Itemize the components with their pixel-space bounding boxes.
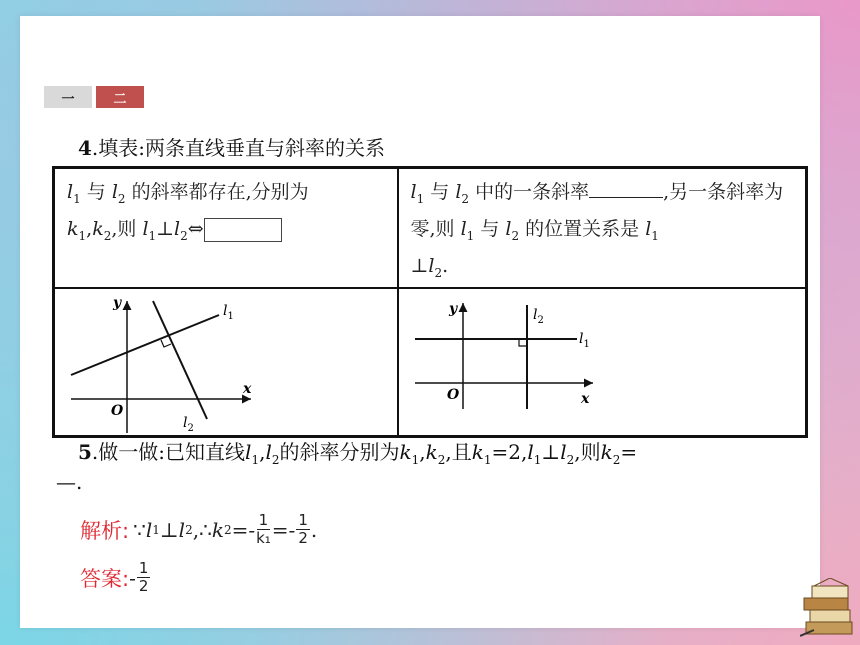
subscript: 1 xyxy=(148,228,157,243)
fraction-1-over-k1 xyxy=(256,512,271,547)
answer-line xyxy=(80,560,151,595)
y-label: y xyxy=(448,301,457,318)
text: 与 xyxy=(474,217,506,240)
subscript: 2 xyxy=(434,265,443,280)
oblique-perpendicular-lines-figure xyxy=(67,293,255,435)
answer-label: 答案: xyxy=(80,566,130,591)
because-symbol: ∵ xyxy=(133,517,146,542)
subscript: 2 xyxy=(223,522,232,537)
right-angle-mark xyxy=(161,340,171,347)
relation-table xyxy=(52,166,808,438)
text: 与 xyxy=(80,181,112,203)
question-5 xyxy=(78,436,637,467)
line-l2 xyxy=(153,301,207,419)
var-k: k xyxy=(425,440,438,464)
var-l: l xyxy=(67,181,74,203)
perp-symbol: ⊥ xyxy=(410,254,429,277)
x-label: x xyxy=(580,391,589,408)
subscript: 2 xyxy=(117,191,126,206)
question-5-blank[interactable]: —. xyxy=(56,470,83,494)
cell-both-slopes-exist xyxy=(54,168,398,289)
text: ,且 xyxy=(445,440,472,464)
text: ,则 xyxy=(574,440,601,464)
perp-symbol: ⊥ xyxy=(541,440,561,464)
perp-symbol: ⊥ xyxy=(156,217,175,240)
subscript: 1 xyxy=(416,191,425,206)
answer-fraction xyxy=(137,560,151,595)
subscript: 2 xyxy=(185,522,193,537)
subscript: 1 xyxy=(533,453,542,467)
subscript: 2 xyxy=(437,453,446,467)
var-l: l xyxy=(111,181,118,203)
text: , xyxy=(419,440,426,464)
l1-label: $l_1$ xyxy=(578,331,590,351)
perp-symbol: ⊥ xyxy=(159,517,179,542)
var-l: l xyxy=(142,217,149,240)
l1-label: $l_1$ xyxy=(223,303,234,323)
subscript: 2 xyxy=(180,228,188,243)
right-angle-mark xyxy=(519,339,527,346)
subscript: 1 xyxy=(73,191,81,206)
var-k: k xyxy=(211,517,224,542)
l2-label: $l_2$ xyxy=(532,307,544,327)
var-l: l xyxy=(645,217,652,240)
var-k: k xyxy=(67,217,79,240)
text: , xyxy=(259,440,266,464)
var-l: l xyxy=(527,440,534,464)
var-k: k xyxy=(471,440,484,464)
var-l: l xyxy=(460,217,467,240)
text: .做一做:已知直线 xyxy=(91,440,246,464)
answer-blank-box[interactable] xyxy=(204,218,282,242)
text: 与 xyxy=(424,181,456,203)
var-k: k xyxy=(92,217,104,240)
section-tabs xyxy=(44,86,144,108)
var-l: l xyxy=(145,517,153,542)
text: . xyxy=(310,517,318,542)
l2-label: $l_2$ xyxy=(183,415,194,435)
subscript: 2 xyxy=(566,453,575,467)
text: = xyxy=(620,440,638,464)
minus-sign: - xyxy=(129,565,136,590)
numerator: 1 xyxy=(138,559,149,577)
subscript: 2 xyxy=(461,191,470,206)
text: , xyxy=(86,217,93,240)
text: =- xyxy=(271,517,296,542)
subscript: 1 xyxy=(251,453,260,467)
origin-label: O xyxy=(446,387,459,404)
var-l: l xyxy=(410,181,417,203)
question-text: .填表:两条直线垂直与斜率的关系 xyxy=(91,136,386,160)
y-label: y xyxy=(113,295,122,312)
solution-label: 解析: xyxy=(80,518,130,543)
iff-symbol: ⇔ xyxy=(187,217,204,240)
subscript: 2 xyxy=(103,228,112,243)
fraction-1-over-2 xyxy=(296,512,310,547)
line-l1 xyxy=(71,315,219,375)
denominator: 2 xyxy=(298,529,308,547)
question-number: 4 xyxy=(78,136,92,160)
subscript: 1 xyxy=(483,453,492,467)
origin-label: O xyxy=(111,403,124,420)
text: 的斜率都存在,分别为 xyxy=(125,181,309,203)
cell-figure-2 xyxy=(398,288,807,437)
cell-one-slope-missing xyxy=(398,168,807,289)
books-decoration-icon xyxy=(800,578,856,640)
text: ,另一条斜率为零,则 xyxy=(410,181,784,240)
subscript: 1 xyxy=(78,228,87,243)
var-l: l xyxy=(174,217,181,240)
text: 的位置关系是 xyxy=(519,217,646,240)
tab-section-2[interactable]: 二 xyxy=(96,86,144,108)
text: =- xyxy=(231,517,256,542)
numerator: 1 xyxy=(298,511,308,529)
cell-figure-1 xyxy=(54,288,398,437)
axis-parallel-perpendicular-lines-figure xyxy=(411,299,597,421)
var-l: l xyxy=(455,181,462,203)
var-k: k xyxy=(399,440,412,464)
subscript: 1 xyxy=(152,522,160,537)
var-l: l xyxy=(265,440,272,464)
var-l: l xyxy=(505,217,512,240)
subscript: 2 xyxy=(271,453,280,467)
var-k: k xyxy=(600,440,613,464)
text: 的斜率分别为 xyxy=(279,440,400,464)
var-l: l xyxy=(178,517,186,542)
denominator: k₁ xyxy=(256,529,271,547)
therefore-symbol: ,∴ xyxy=(192,517,212,542)
x-label: x xyxy=(243,381,252,398)
text: 中的一条斜率 xyxy=(469,181,590,203)
denominator: 2 xyxy=(138,577,149,595)
solution-line xyxy=(80,512,317,547)
question-4-heading xyxy=(78,132,385,161)
numerator: 1 xyxy=(258,511,269,529)
var-l: l xyxy=(560,440,567,464)
var-l: l xyxy=(245,440,252,464)
subscript: 1 xyxy=(411,453,420,467)
subscript: 1 xyxy=(466,228,475,243)
subscript: 2 xyxy=(511,228,520,243)
var-l: l xyxy=(428,254,435,277)
text: =2, xyxy=(491,440,528,464)
question-number: 5 xyxy=(78,440,92,464)
subscript: 2 xyxy=(612,453,621,467)
tab-section-1[interactable]: 一 xyxy=(44,86,92,108)
text: . xyxy=(442,254,449,277)
text: ,则 xyxy=(111,217,143,240)
answer-blank-line[interactable] xyxy=(589,178,663,198)
subscript: 1 xyxy=(651,228,659,243)
